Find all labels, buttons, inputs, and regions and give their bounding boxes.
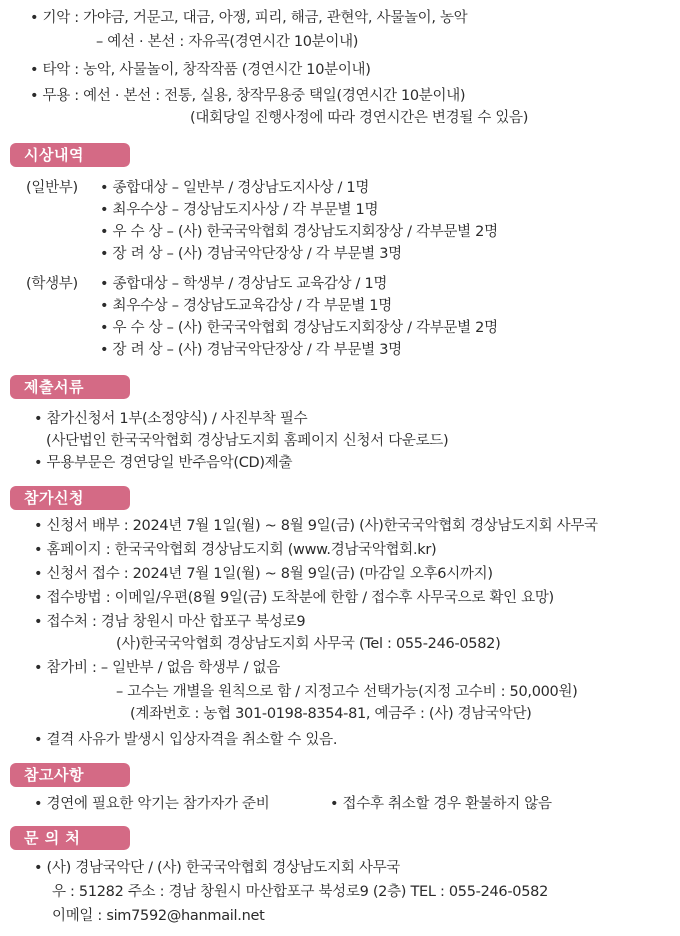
muyong-note: (대회당일 진행사정에 따라 경연시간은 변경될 수 있음): [190, 110, 529, 126]
notes-title: 참고사항: [10, 763, 130, 787]
award-general-line: • 종합대상 – 일반부 / 경상남도지사상 / 1명: [100, 180, 370, 196]
student-label: (학생부): [26, 276, 78, 292]
gigak-sub-line: – 예선 · 본선 : 자유곡(경연시간 10분이내): [96, 34, 359, 50]
application-line: (계좌번호 : 농협 301-0198-8354-81, 예금주 : (사) 경남국악단): [130, 706, 532, 722]
contact-line: 우 : 51282 주소 : 경남 창원시 마산합포구 북성로9 (2층) TEL : 055-246-0582: [52, 884, 548, 900]
muyong-line: • 무용 : 예선 · 본선 : 전통, 실용, 창작무용중 택일(경연시간 10분이내): [30, 88, 466, 104]
application-line: – 고수는 개별을 원칙으로 함 / 지정고수 선택가능(지정 고수비 : 50,000원): [116, 684, 578, 700]
general-label: (일반부): [26, 180, 78, 196]
award-student-line: • 장 려 상 – (사) 경남국악단장상 / 각 부문별 3명: [100, 342, 402, 358]
documents-title: 제출서류: [10, 375, 130, 399]
tak-line: • 타악 : 농악, 사물놀이, 창작작품 (경연시간 10분이내): [30, 62, 371, 78]
contact-title: 문 의 처: [10, 826, 130, 850]
contact-email: 이메일 : sim7592@hanmail.net: [52, 908, 265, 924]
application-line: • 결격 사유가 발생시 입상자격을 취소할 수 있음.: [34, 732, 338, 748]
award-general-line: • 우 수 상 – (사) 한국국악협회 경상남도지회장상 / 각부문별 2명: [100, 224, 498, 240]
award-general-line: • 장 려 상 – (사) 경남국악단장상 / 각 부문별 3명: [100, 246, 402, 262]
application-line: • 신청서 접수 : 2024년 7월 1일(월) ~ 8월 9일(금) (마감일 오후6시까지): [34, 566, 493, 582]
document-line: • 참가신청서 1부(소정양식) / 사진부착 필수: [34, 411, 308, 427]
awards-title: 시상내역: [10, 143, 130, 167]
document-line: (사단법인 한국국악협회 경상남도지회 홈페이지 신청서 다운로드): [46, 433, 449, 449]
application-title: 참가신청: [10, 486, 130, 510]
contact-line: • (사) 경남국악단 / (사) 한국국악협회 경상남도지회 사무국: [34, 860, 400, 876]
application-line: • 참가비 : – 일반부 / 없음 학생부 / 없음: [34, 660, 280, 676]
application-line: (사)한국국악협회 경상남도지회 사무국 (Tel : 055-246-0582): [116, 636, 501, 652]
gigak-line: • 기악 : 가야금, 거문고, 대금, 아쟁, 피리, 해금, 관현악, 사물놀이, 농악: [30, 10, 468, 26]
application-line: • 접수처 : 경남 창원시 마산 합포구 북성로9: [34, 614, 306, 630]
award-student-line: • 최우수상 – 경상남도교육감상 / 각 부문별 1명: [100, 298, 392, 314]
note-item: • 접수후 취소할 경우 환불하지 않음: [330, 796, 552, 812]
award-student-line: • 우 수 상 – (사) 한국국악협회 경상남도지회장상 / 각부문별 2명: [100, 320, 498, 336]
document-line: • 무용부문은 경연당일 반주음악(CD)제출: [34, 455, 293, 471]
application-line: • 접수방법 : 이메일/우편(8월 9일(금) 도착분에 한함 / 접수후 사무국으로 확인 요망): [34, 590, 554, 606]
application-line: • 홈페이지 : 한국국악협회 경상남도지회 (www.경남국악협회.kr): [34, 542, 437, 558]
award-student-line: • 종합대상 – 학생부 / 경상남도 교육감상 / 1명: [100, 276, 388, 292]
note-item: • 경연에 필요한 악기는 참가자가 준비: [34, 796, 270, 812]
award-general-line: • 최우수상 – 경상남도지사상 / 각 부문별 1명: [100, 202, 379, 218]
application-line: • 신청서 배부 : 2024년 7월 1일(월) ~ 8월 9일(금) (사)한국국악협회 경상남도지회 사무국: [34, 518, 598, 534]
